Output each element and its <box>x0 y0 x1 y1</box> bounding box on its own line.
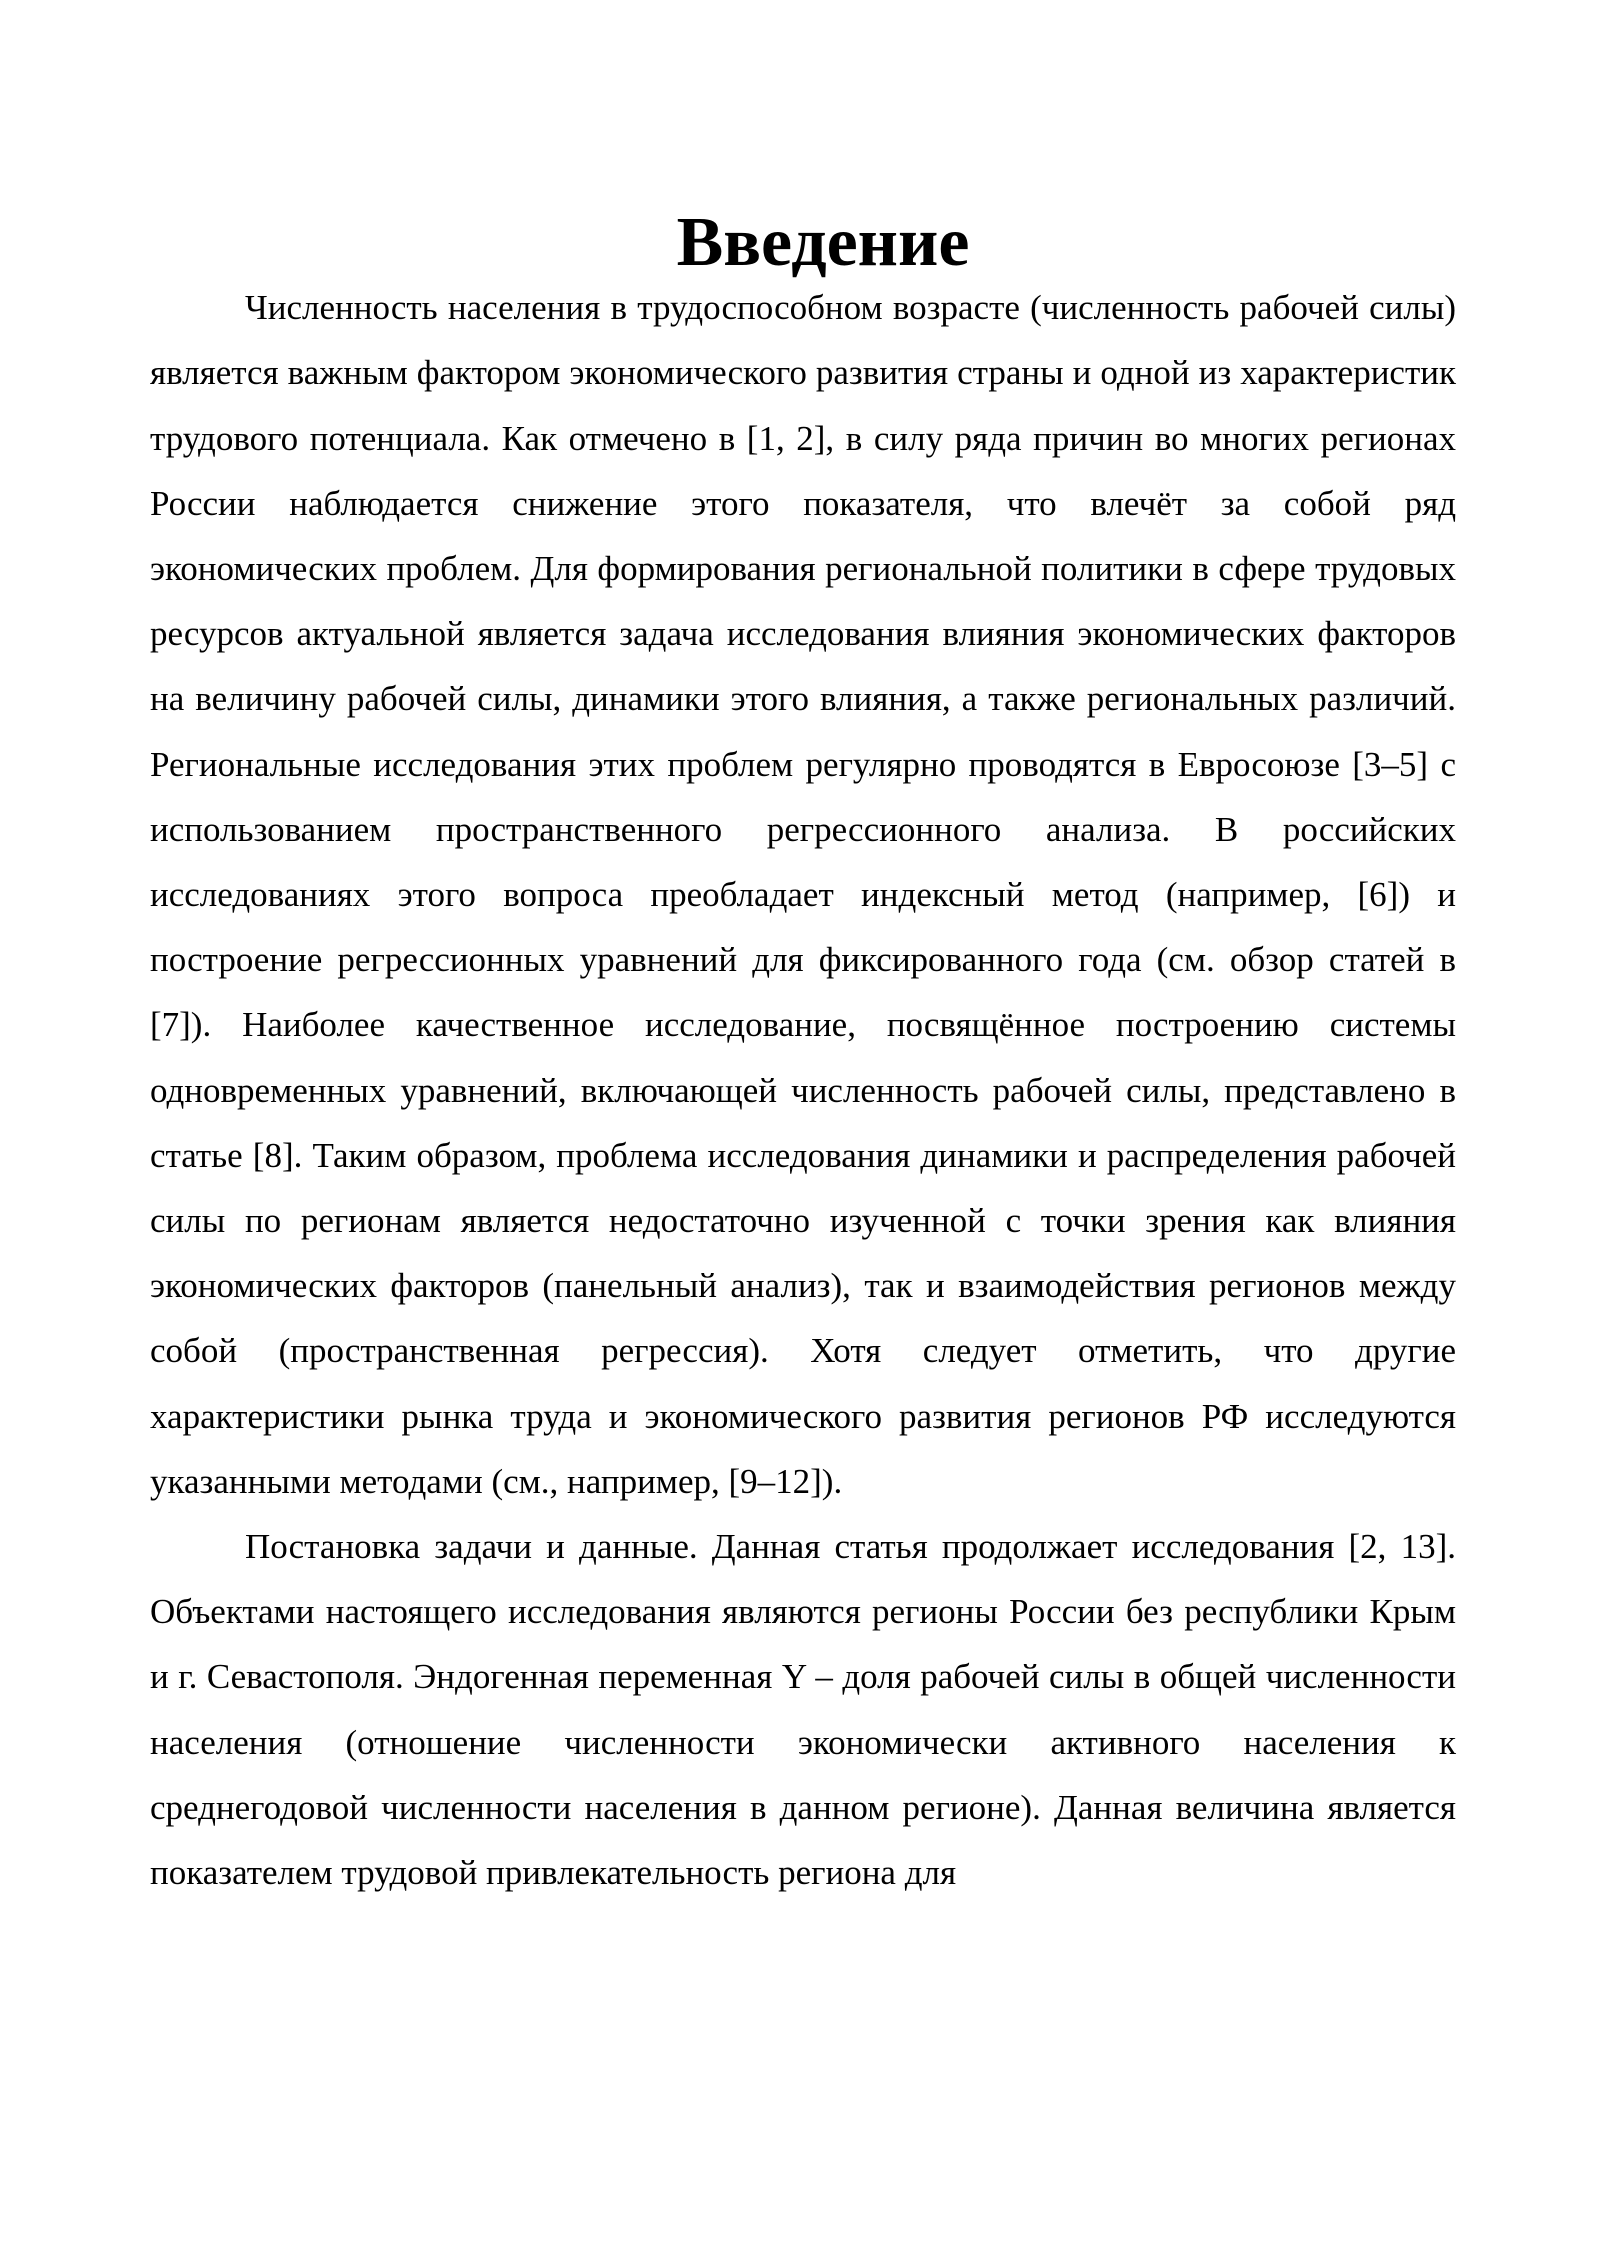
paragraph-introduction: Численность населения в трудоспособном возрасте (численность рабочей силы) является важным фактором экономического развития страны и одной из характеристик трудового потенциала. Как отмечено в [1, 2], в силу ряда причин во многих регионах России наблюдается снижение этого показателя, что влечёт за собой ряд экономических проблем. Для формирования региональной политики в сфере трудовых ресурсов актуальной является задача исследования влияния экономических факторов на величину рабочей силы, динамики этого влияния, а также региональных различий. Региональные исследования этих проблем регулярно проводятся в Евросоюзе [3–5] с использованием пространственного регрессионного анализа. В российских исследованиях этого вопроса преобладает индексный метод (например, [6]) и построение регрессионных уравнений для фиксированного года (см. обзор статей в [7]). Наиболее качественное исследование, посвящённое построению системы одновременных уравнений, включающей численность рабочей силы, представлено в статье [8]. Таким образом, проблема исследования динамики и распределения рабочей силы по регионам является недостаточно изученной с точки зрения как влияния экономических факторов (панельный анализ), так и взаимодействия регионов между собой (пространственная регрессия). Хотя следует отметить, что другие характеристики рынка труда и экономического развития регионов РФ исследуются указанными методами (см., например, [9–12]). <box>150 288 1456 1501</box>
section-heading: Введение <box>676 204 970 281</box>
paragraph-problem-statement: Постановка задачи и данные. Данная статья продолжает исследования [2, 13]. Объектами настоящего исследования являются регионы России без республики Крым и г. Севастополя. Эндогенная переменная Y – доля рабочей силы в общей численности населения (отношение численности экономически активного населения к среднегодовой численности населения в данном регионе). Данная величина является показателем трудовой привлекательность региона для <box>150 1527 1456 1893</box>
document-page <box>150 204 1456 1905</box>
